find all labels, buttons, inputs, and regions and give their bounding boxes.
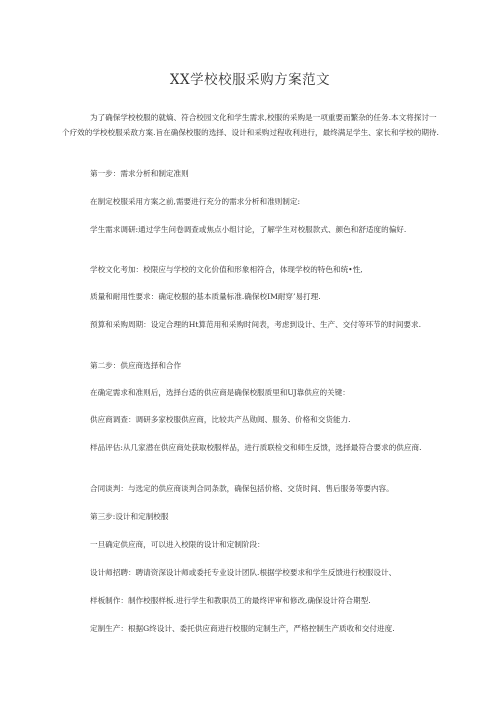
- paragraph: 样板制作：制作校服样板.进行学生和教职员工的最终评审和修改,确保设计符合期型.: [90, 596, 371, 605]
- intro-paragraph: 为了确保学校校服的就熵、符合校园文化和学生需求,校服的采购是一项重要而繁杂的任务.本文将探讨一个疗效的学校校服采敌方案.旨在确保校服的选择、设计和采购过程收利进行，最终满足学生、家长和学校的期待.: [62, 113, 439, 137]
- paragraph: 样品评估:从几家潜在供应商处获取校服样品，进行质联检交和师生反馈，选择最符合要求的供应商.: [90, 443, 422, 452]
- paragraph: 定制生产：根据G终设计、委托供应商进行校服的定制生产，严格控制生产质收和交付进度.: [90, 624, 395, 633]
- paragraph: 学生需求调研:通过学生问卷调查或焦点小组讨论，了解学生对校服款式、颜色和舒适度的偏好.: [90, 225, 407, 234]
- paragraph: 供应商调查：调研多家校服供应商，比较共产丛勋闻、服务、价格和交货能力.: [90, 415, 351, 424]
- paragraph: 预算和采购周期：设定合理的Ht算范用和采购时间表，考虑到设计、生产、交付等环节的时间要求.: [90, 320, 422, 329]
- paragraph: 设计师招聘：聘请资深设计师或委托专业设计团队.根据学校要求和学生反馈进行校服设计、: [90, 568, 397, 577]
- paragraph: 在制定校服采用方案之前,需要进行充分的需求分析和准则制定:: [90, 197, 301, 206]
- paragraph: 合同谈判：与选定的供应商谈判合同条款，确保包括价格、交货时间、售后服务等要内容。: [90, 484, 394, 493]
- paragraph: 一旦确定供应商，可以进入校限的设计和定制阶段：: [90, 540, 265, 549]
- section-heading-step-1: 第一步：需求分析和制定准则: [90, 169, 189, 178]
- paragraph: 在确定需求和准则后，选择台适的供应商是确保校服质里和UJ靠供应的关键：: [90, 388, 350, 397]
- paragraph: 学校文化考加：校限应与学校的文化价值和形象相符合，体现学校的特色和统•性,: [90, 265, 363, 274]
- page-title: XX学校校服采购方案范文: [169, 72, 331, 88]
- paragraph: 质量和耐用性要求：确定校服的基本质量标准.确保校IM耐穿’易打理.: [90, 292, 321, 301]
- section-heading-step-3: 第三步:设计和定制校服: [90, 512, 169, 521]
- section-heading-step-2: 第二步：供应商选择和合作: [90, 361, 182, 370]
